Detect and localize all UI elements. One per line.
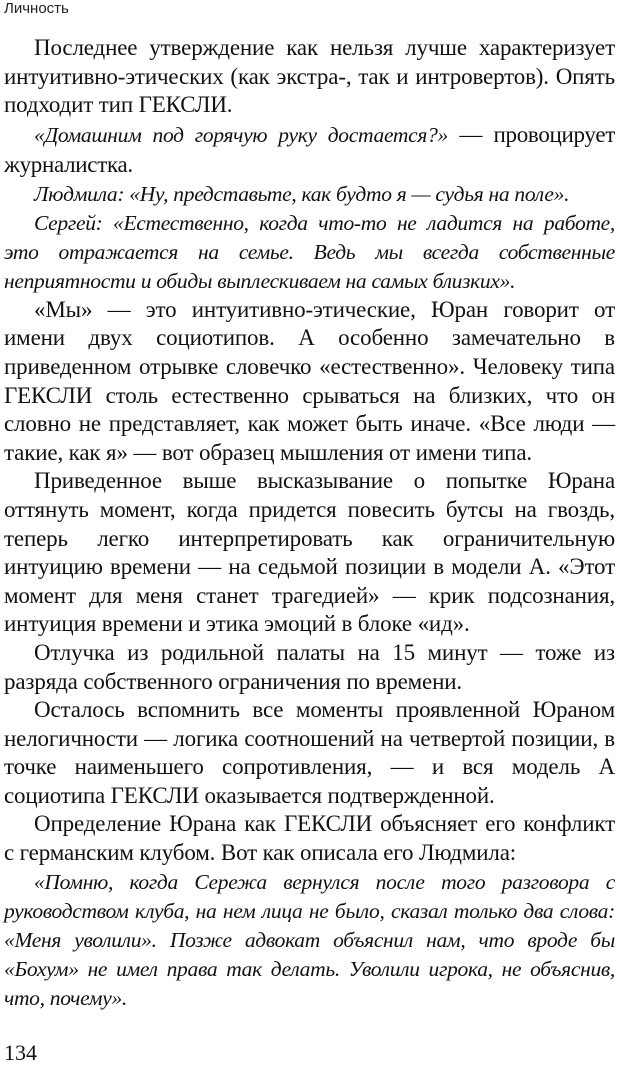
paragraph: Осталось вспомнить все моменты проявленной Юраном нелогичности — логика соотношений на четвертой позиции, в точке наименьшего сопротивления, — и вся модель А социотипа ГЕКСЛИ оказывается подтвержденной.	[4, 697, 615, 808]
paragraph-quote	[4, 120, 615, 180]
paragraph-quote: Сергей: «Естественно, когда что-то не ладится на работе, это отражается на семье. Ведь мы всегда собственные неприятности и обиды выплескиваем на самых близких».	[4, 210, 615, 293]
quote-attribution: — провоцирует журналистка.	[4, 121, 615, 177]
paragraph: Определение Юрана как ГЕКСЛИ объясняет его конфликт с германским клубом. Вот как описала его Людмила:	[4, 811, 615, 866]
quote-text: «Домашним под горячую руку достается?»	[34, 122, 448, 147]
page-body	[4, 34, 615, 1013]
paragraph: Отлучка из родильной палаты на 15 минут — тоже из разряда собственного ограничения по времени.	[4, 639, 615, 694]
running-title: Личность	[4, 0, 69, 17]
paragraph: Последнее утверждение как нельзя лучше характеризует интуитивно-этических (как экстра-, так и интровертов). Опять подходит тип ГЕКСЛИ.	[4, 35, 615, 118]
paragraph: Приведенное выше высказывание о попытке Юрана оттянуть момент, когда придется повесить бутсы на гвоздь, теперь легко интерпретировать как ограничительную интуицию времени — на седьмой позиции в модели А. «Этот момент для меня станет трагедией» — крик подсознания, интуиция времени и этика эмоций в блоке «ид».	[4, 468, 615, 637]
paragraph-quote: Людмила: «Ну, представьте, как будто я — судья на поле».	[34, 181, 570, 206]
page-number: 134	[4, 1040, 37, 1065]
paragraph: «Мы» — это интуитивно-этические, Юран говорит от имени двух социотипов. А особенно замечательно в приведенном отрывке словечко «естественно». Человеку типа ГЕКСЛИ столь естественно срываться на близких, что он словно не представляет, как может быть иначе. «Все люди — такие, как я» — вот образец мышления от имени типа.	[4, 296, 615, 465]
paragraph-quote: «Помню, когда Сережа вернулся после того разговора с руководством клуба, на нем лица не было, сказал только два слова: «Меня уволили». Позже адвокат объяснил нам, что вроде бы «Бохум» не имел права так делать. Уволили игрока, не объяснив, что, почему».	[4, 869, 615, 1010]
